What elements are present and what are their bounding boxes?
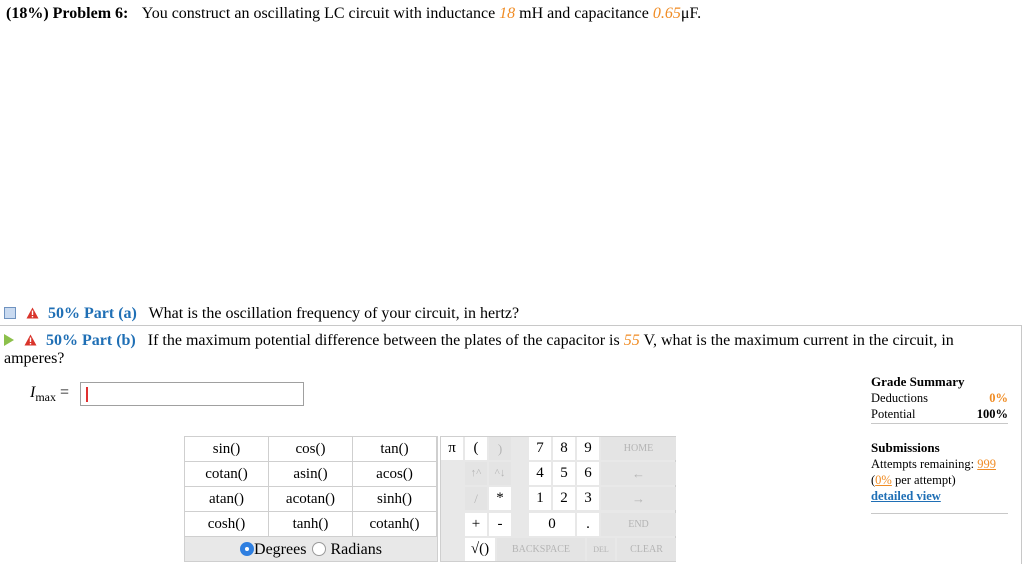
problem-text-before: You construct an oscillating LC circuit with inductance: [141, 5, 496, 22]
superscript-up-button[interactable]: ↑^: [465, 462, 487, 485]
part-a-row[interactable]: [4, 305, 519, 323]
degrees-option[interactable]: Degrees: [240, 539, 306, 561]
backspace-button[interactable]: BACKSPACE: [497, 538, 585, 561]
attempts-remaining: Attempts remaining: 999: [871, 457, 996, 471]
function-button-asin[interactable]: asin(): [269, 462, 353, 487]
warning-icon: [26, 307, 39, 319]
function-button-cos[interactable]: cos(): [269, 437, 353, 462]
detailed-view-link[interactable]: detailed view: [871, 489, 941, 503]
minus-button[interactable]: -: [489, 513, 511, 536]
key-9[interactable]: 9: [577, 437, 599, 460]
key-5[interactable]: 5: [553, 462, 575, 485]
left-arrow-button[interactable]: ←: [601, 462, 676, 485]
superscript-down-button[interactable]: ^↓: [489, 462, 511, 485]
decimal-button[interactable]: .: [577, 513, 599, 536]
radians-option[interactable]: Radians: [312, 539, 382, 561]
part-a-label[interactable]: 50% Part (a): [48, 305, 137, 322]
multiply-button[interactable]: *: [489, 487, 511, 510]
collapse-icon[interactable]: [4, 307, 16, 319]
radians-radio[interactable]: [312, 542, 326, 556]
part-a-question: What is the oscillation frequency of your circuit, in hertz?: [148, 305, 520, 322]
warning-icon: [24, 334, 37, 346]
problem-text-after: μF.: [680, 5, 702, 22]
function-button-cotan[interactable]: cotan(): [185, 462, 269, 487]
degrees-radio[interactable]: [240, 542, 254, 556]
part-b-row[interactable]: [4, 332, 954, 350]
home-button[interactable]: HOME: [601, 437, 676, 460]
function-button-cosh[interactable]: cosh(): [185, 512, 269, 537]
key-4[interactable]: 4: [529, 462, 551, 485]
part-b-question-wrap: amperes?: [4, 350, 65, 367]
submissions-title: Submissions: [871, 440, 940, 455]
function-button-sinh[interactable]: sinh(): [353, 487, 437, 512]
answer-variable-label: $I_{max}$ =: [30, 384, 70, 405]
deductions-value: 0%: [989, 391, 1008, 405]
potential-row: Potential 100%: [871, 407, 1008, 421]
key-1[interactable]: 1: [529, 487, 551, 510]
function-button-acos[interactable]: acos(): [353, 462, 437, 487]
answer-input[interactable]: [80, 382, 304, 406]
pi-button[interactable]: π: [441, 437, 463, 460]
delete-button[interactable]: DEL: [587, 538, 615, 561]
function-button-sin[interactable]: sin(): [185, 437, 269, 462]
problem-number: (18%) Problem 6:: [6, 5, 129, 22]
key-6[interactable]: 6: [577, 462, 599, 485]
voltage-value: 55: [623, 332, 640, 349]
deductions-row: Deductions 0%: [871, 391, 1008, 405]
submissions-panel: [871, 440, 1011, 514]
part-b-question-after: V, what is the maximum current in the circuit, in: [643, 332, 954, 349]
capacitance-value: 0.65: [652, 5, 681, 22]
grade-summary: [871, 374, 1008, 427]
potential-value: 100%: [976, 407, 1008, 421]
problem-text-mid: mH and capacitance: [519, 5, 649, 22]
key-2[interactable]: 2: [553, 487, 575, 510]
key-7[interactable]: 7: [529, 437, 551, 460]
right-paren-button[interactable]: ): [489, 437, 511, 460]
problem-statement: [6, 5, 701, 23]
angle-mode-row: [185, 537, 437, 562]
end-button[interactable]: END: [601, 513, 676, 536]
per-attempt: (0% per attempt): [871, 473, 956, 487]
function-button-cotanh[interactable]: cotanh(): [353, 512, 437, 537]
plus-button[interactable]: +: [465, 513, 487, 536]
key-0[interactable]: 0: [529, 513, 575, 536]
expand-play-icon[interactable]: [4, 334, 14, 346]
grade-summary-title: Grade Summary: [871, 374, 965, 389]
function-button-atan[interactable]: atan(): [185, 487, 269, 512]
divider: [871, 423, 1008, 424]
keypad: [440, 436, 676, 562]
key-8[interactable]: 8: [553, 437, 575, 460]
left-paren-button[interactable]: (: [465, 437, 487, 460]
function-panel: [184, 436, 438, 562]
divider: [871, 513, 1008, 514]
divide-button[interactable]: /: [465, 487, 487, 510]
right-arrow-button[interactable]: →: [601, 487, 676, 510]
sqrt-button[interactable]: √(): [465, 538, 495, 561]
function-button-acotan[interactable]: acotan(): [269, 487, 353, 512]
attempts-value: 999: [977, 457, 996, 471]
function-button-tan[interactable]: tan(): [353, 437, 437, 462]
inductance-value: 18: [499, 5, 516, 22]
text-caret: [86, 387, 88, 402]
part-b-label[interactable]: 50% Part (b): [46, 332, 136, 349]
function-button-tanh[interactable]: tanh(): [269, 512, 353, 537]
clear-button[interactable]: CLEAR: [617, 538, 676, 561]
part-b-question-before: If the maximum potential difference between the plates of the capacitor is: [147, 332, 620, 349]
key-3[interactable]: 3: [577, 487, 599, 510]
